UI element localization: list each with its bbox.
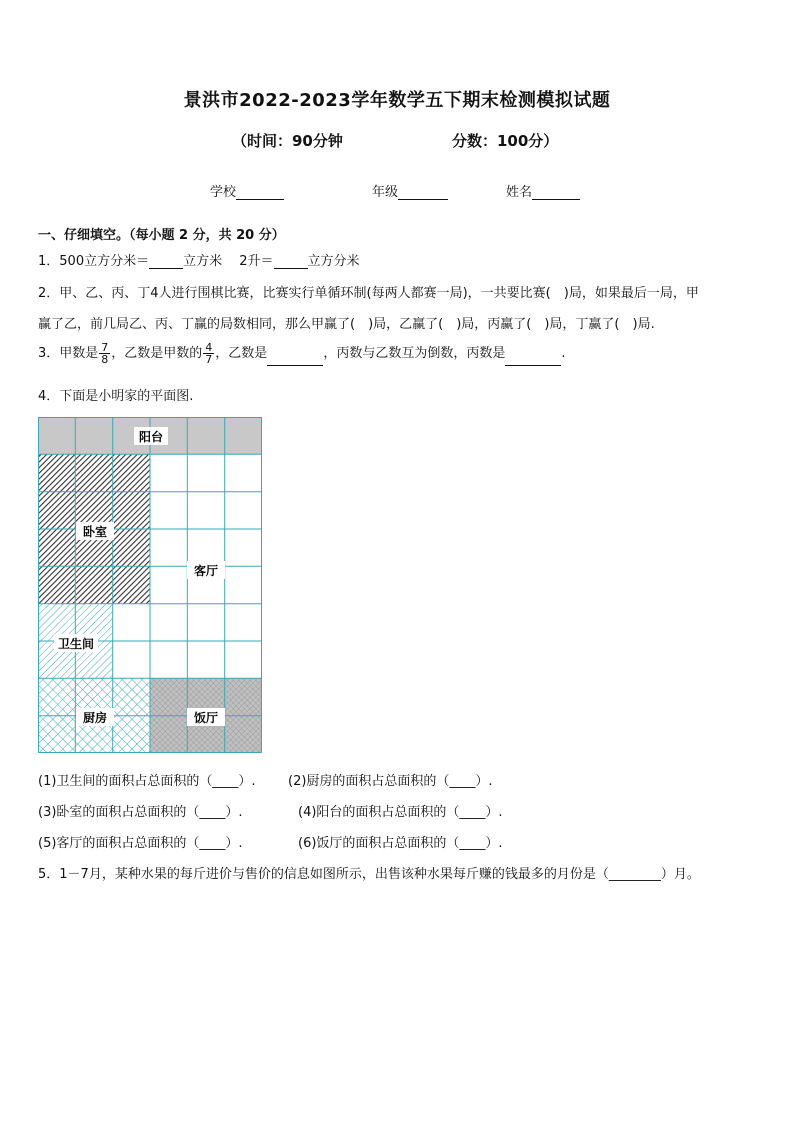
name-field	[506, 181, 580, 200]
exam-score: 分数：100分）	[452, 132, 559, 150]
bathroom-label: 卫生间	[57, 637, 95, 651]
q4-sub-5: (5)客厅的面积占总面积的（____）.	[38, 836, 243, 851]
fraction-7-8	[99, 342, 110, 365]
q1-part1: 1．500立方分米＝	[38, 254, 150, 269]
q1-blank-2[interactable]	[274, 268, 308, 269]
question-2-line-1: 2．甲、乙、丙、丁4人进行围棋比赛，比赛实行单循环制(每两人都赛一局)，一共要比赛( )局，如果最后一局，甲	[38, 286, 699, 301]
name-label: 姓名	[506, 185, 533, 200]
floor-plan	[38, 417, 262, 753]
q1-part2: 立方米 2升＝	[183, 254, 274, 269]
q4-sub-3: (3)卧室的面积占总面积的（____）.	[38, 805, 243, 820]
balcony-label: 阳台	[138, 430, 164, 444]
q3-blank-2[interactable]	[505, 365, 561, 366]
fraction-numerator: 7	[101, 341, 109, 354]
q4-sub-1: (1)卫生间的面积占总面积的（____）.	[38, 774, 256, 789]
school-field	[210, 181, 284, 200]
grade-label: 年级	[372, 185, 399, 200]
question-5: 5．1－7月，某种水果的每斤进价与售价的信息如图所示，出售该种水果每斤赚的钱最多的月份是（________）月。	[38, 867, 700, 882]
question-1	[38, 250, 360, 269]
question-3	[38, 342, 565, 366]
exam-time: （时间：90分钟	[232, 132, 343, 150]
fraction-denominator: 8	[101, 353, 109, 366]
question-4-intro: 4．下面是小明家的平面图.	[38, 389, 194, 404]
q4-sub-4: (4)阳台的面积占总面积的（____）.	[298, 805, 503, 820]
q3-blank-1[interactable]	[267, 365, 323, 366]
bedroom-label: 卧室	[82, 525, 108, 539]
grade-blank[interactable]	[398, 199, 448, 200]
q4-sub-6: (6)饭厅的面积占总面积的（____）.	[298, 836, 503, 851]
living-room-label: 客厅	[193, 564, 219, 578]
name-blank[interactable]	[532, 199, 580, 200]
q3-part2: ，乙数是甲数的	[111, 346, 203, 361]
q3-part1: 3．甲数是	[38, 346, 99, 361]
grade-field	[372, 181, 448, 200]
q1-part3: 立方分米	[307, 254, 360, 269]
q3-part4: ，丙数与乙数互为倒数，丙数是	[323, 346, 506, 361]
fraction-numerator: 4	[205, 341, 213, 354]
fraction-denominator: 7	[205, 353, 213, 366]
dining-label: 饭厅	[193, 711, 219, 725]
q3-part5: .	[561, 346, 566, 361]
q3-part3: ，乙数是	[215, 346, 268, 361]
q1-blank-1[interactable]	[149, 268, 183, 269]
page-title: 景洪市2022-2023学年数学五下期末检测模拟试题	[183, 90, 611, 111]
question-2-line-2: 赢了乙，前几局乙、丙、丁赢的局数相同，那么甲赢了( )局，乙赢了( )局，丙赢了( )局，丁赢了( )局.	[38, 317, 655, 332]
school-label: 学校	[210, 185, 237, 200]
fraction-4-7	[203, 342, 214, 365]
kitchen-label: 厨房	[82, 711, 108, 725]
section-heading: 一、仔细填空。（每小题 2 分，共 20 分）	[38, 228, 285, 243]
q4-sub-2: (2)厨房的面积占总面积的（____）.	[288, 774, 493, 789]
school-blank[interactable]	[236, 199, 284, 200]
